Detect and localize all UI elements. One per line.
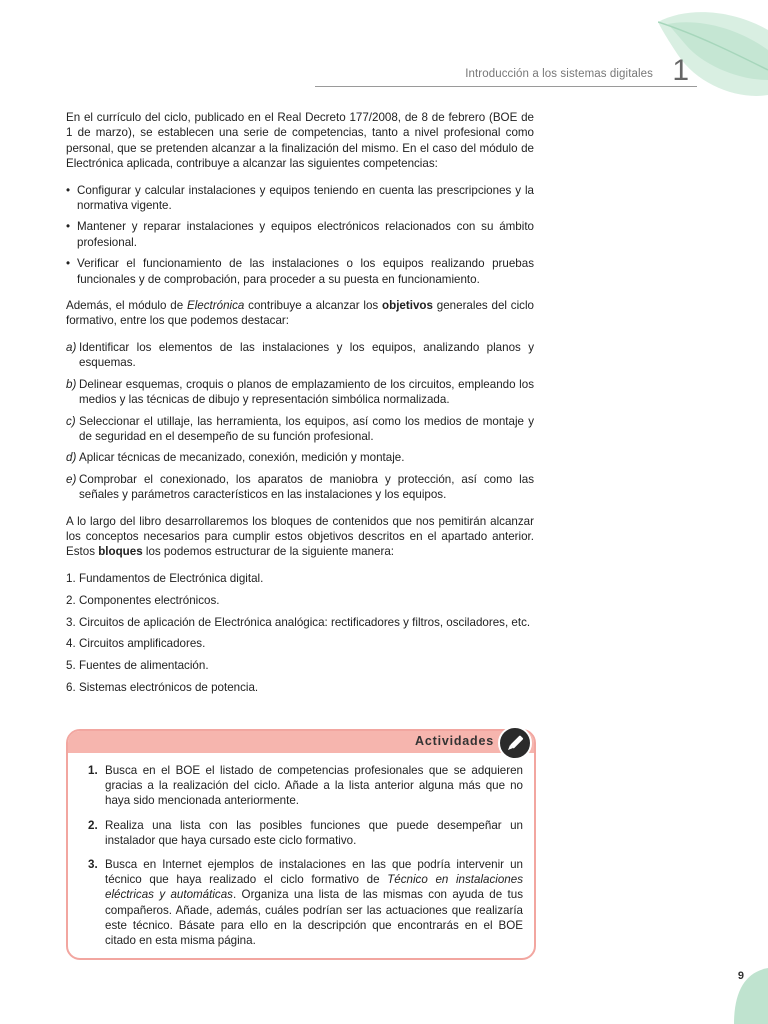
actividades-header [68, 731, 534, 753]
list-item: b) Delinear esquemas, croquis o planos de emplazamiento de los circuitos, empleando los medios y las técnicas de dibujo y representación simbólica normalizada. [66, 377, 534, 407]
chapter-number: 1 [672, 54, 689, 87]
objetivos-list [66, 340, 534, 503]
list-item: e) Comprobar el conexionado, los aparatos de maniobra y protección, así como las señales y parámetros característicos en las instalaciones y los equipos. [66, 472, 534, 502]
list-item: 6. Sistemas electrónicos de potencia. [66, 681, 259, 695]
list-item: 4. Circuitos amplificadores. [66, 637, 206, 651]
list-item: 3. Busca en Internet ejemplos de instalaciones en las que podría intervenir un técnico que haya realizado el ciclo formativo de Técnico en instalaciones eléctricas y automáticas. Organiza una lista de las mismas con ayuda de tus compañeros. Añade, además, cuáles podrían ser las actuaciones que realizaría este técnico. Básate para ello en la descripción que encontrarás en el BOE citado en esta misma página. [88, 858, 524, 948]
list-item: d) Aplicar técnicas de mecanizado, conexión, medición y montaje. [66, 451, 405, 465]
list-item: • Configurar y calcular instalaciones y equipos teniendo en cuenta las prescripciones y la normativa vigente. [66, 183, 534, 213]
competencias-list [66, 183, 534, 287]
page-header [315, 56, 697, 87]
actividades-box [66, 729, 536, 960]
list-item: c) Seleccionar el utillaje, las herramienta, los equipos, así como los medios de montaje y de seguridad en el desempeño de su función profesional. [66, 414, 534, 443]
list-item: • Verificar el funcionamiento de las instalaciones o los equipos realizando pruebas funcionales y de comprobación, para proceder a su puesta en funcionamiento. [66, 257, 534, 286]
list-item: • Mantener y reparar instalaciones y equipos electrónicos relacionados con su ámbito profesional. [66, 220, 534, 249]
bloques-paragraph: A lo largo del libro desarrollaremos los bloques de contenidos que nos pemitirán alcanzar los conceptos necesarios para cumplir estos objetivos descritos en el apartado anterior. Estos bloques los podemos estructurar de la siguiente manera: [66, 514, 534, 559]
list-item: 2. Realiza una lista con las posibles funciones que puede desempeñar un instalador que haya cursado este ciclo formativo. [88, 818, 523, 847]
bullet-icon: • [66, 220, 71, 234]
bloques-list [66, 571, 534, 696]
list-item: 5. Fuentes de alimentación. [66, 659, 209, 673]
bullet-icon: • [66, 257, 71, 271]
actividades-title: Actividades [415, 734, 494, 748]
actividades-list [88, 763, 523, 957]
header-title: Introducción a los sistemas digitales [465, 68, 653, 80]
list-item: 2. Componentes electrónicos. [66, 593, 220, 607]
objetivos-paragraph: Además, el módulo de Electrónica contribuye a alcanzar los objetivos generales del ciclo formativo, entre los que podemos destacar: [66, 299, 535, 328]
page-number: 9 [737, 970, 744, 982]
main-content [66, 110, 534, 707]
pencil-icon [498, 726, 532, 760]
corner-decoration [734, 968, 768, 1024]
list-item: 1. Busca en el BOE el listado de competencias profesionales que se adquieren gracias a la realización del ciclo. Añade a la lista anterior alguna más que no haya sido mencionada anteriormente. [88, 764, 523, 808]
list-item: 3. Circuitos de aplicación de Electrónica analógica: rectificadores y filtros, osciladores, etc. [66, 615, 531, 629]
intro-paragraph: En el currículo del ciclo, publicado en el Real Decreto 177/2008, de 8 de febrero (BOE de 1 de marzo), se establecen una serie de competencias, tanto a nivel profesional como personal, que se pretenden alcanzar a la finalización del mismo. En el caso del módulo de Electrónica aplicada, contribuye a alcanzar las siguientes competencias: [66, 111, 534, 171]
list-item: a) Identificar los elementos de las instalaciones y los equipos, analizando planos y esquemas. [66, 340, 534, 370]
list-item: 1. Fundamentos de Electrónica digital. [66, 571, 264, 585]
bullet-icon: • [66, 183, 71, 197]
